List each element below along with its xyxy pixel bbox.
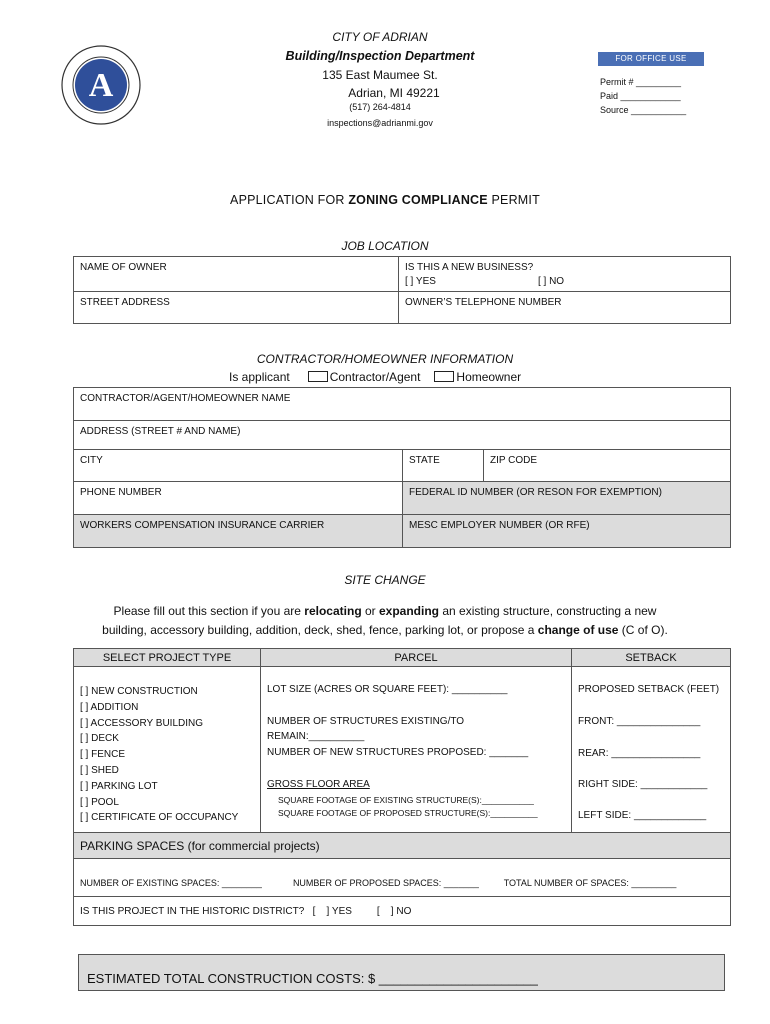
department-name: Building/Inspection Department — [285, 49, 475, 63]
contractor-checkbox[interactable] — [308, 371, 328, 382]
applicant-selector: Is applicant Contractor/Agent Homeowner — [229, 370, 522, 384]
project-type-option[interactable]: [ ] POOL — [80, 796, 119, 808]
street-address: 135 East Maumee St. — [322, 68, 438, 82]
new-business-no-checkbox: [ ] NO — [537, 276, 565, 287]
project-type-option[interactable]: [ ] SHED — [80, 764, 119, 776]
lot-size-field[interactable]: LOT SIZE (ACRES OR SQUARE FEET): __________ — [267, 684, 508, 695]
contractor-address-field[interactable]: ADDRESS (STREET # AND NAME) — [73, 420, 731, 450]
project-type-option[interactable]: [ ] DECK — [80, 733, 119, 745]
parking-heading: PARKING SPACES (for commercial projects) — [73, 832, 731, 859]
sq-proposed-field[interactable]: SQUARE FOOTAGE OF PROPOSED STRUCTURE(S):__________ — [278, 808, 538, 818]
owner-name-field[interactable]: NAME OF OWNER — [73, 256, 399, 292]
parking-spaces-row — [73, 858, 731, 897]
zip-code-field[interactable]: ZIP CODE — [483, 449, 731, 482]
proposed-spaces-field[interactable]: NUMBER OF PROPOSED SPACES: _______ — [292, 878, 479, 888]
seal-letter: A — [88, 67, 114, 104]
city-name: CITY OF ADRIAN — [332, 30, 428, 44]
federal-id-field[interactable]: FEDERAL ID NUMBER (OR RESON FOR EXEMPTION) — [402, 481, 731, 515]
project-type-option[interactable]: [ ] ACCESSORY BUILDING — [80, 717, 204, 729]
owner-phone-field[interactable]: OWNER’S TELEPHONE NUMBER — [398, 291, 731, 324]
project-type-option[interactable]: [ ] PARKING LOT — [80, 780, 158, 792]
project-type-option[interactable]: [ ] NEW CONSTRUCTION — [80, 686, 198, 697]
total-spaces-field[interactable]: TOTAL NUMBER OF SPACES: _________ — [503, 878, 677, 888]
project-type-option[interactable]: [ ] ADDITION — [80, 701, 139, 713]
phone-number-field[interactable]: PHONE NUMBER — [73, 481, 403, 515]
col-parcel: PARCEL — [260, 648, 572, 667]
paid-line: Paid ____________ — [600, 91, 681, 101]
new-business-yes-checkbox: [ ] YES — [405, 276, 436, 287]
remain-field[interactable]: REMAIN:__________ — [267, 731, 365, 742]
state-field[interactable]: STATE — [402, 449, 484, 482]
contractor-heading: CONTRACTOR/HOMEOWNER INFORMATION — [256, 352, 514, 366]
permit-number-line: Permit # _________ — [600, 77, 682, 87]
city-state: Adrian, MI 49221 — [348, 86, 440, 100]
right-side-setback-field[interactable]: RIGHT SIDE: ____________ — [578, 779, 708, 790]
page-title: APPLICATION FOR ZONING COMPLIANCE PERMIT — [230, 193, 540, 207]
project-type-option[interactable]: [ ] FENCE — [80, 749, 126, 761]
rear-setback-field[interactable]: REAR: ________________ — [578, 748, 701, 759]
structures-proposed-field[interactable]: NUMBER OF NEW STRUCTURES PROPOSED: _______ — [267, 747, 529, 758]
proposed-setback-label: PROPOSED SETBACK (FEET) — [578, 684, 720, 695]
job-location-heading: JOB LOCATION — [341, 239, 429, 253]
col-project-type: SELECT PROJECT TYPE — [73, 648, 261, 667]
phone-number: (517) 264-4814 — [349, 102, 411, 112]
project-type-list — [80, 684, 238, 826]
city-field[interactable]: CITY — [73, 449, 403, 482]
col-setback: SETBACK — [571, 648, 731, 667]
mesc-field[interactable]: MESC EMPLOYER NUMBER (OR RFE) — [402, 514, 731, 548]
historic-district-question[interactable]: IS THIS PROJECT IN THE HISTORIC DISTRICT? [ ] YES [ ] NO — [73, 896, 731, 926]
gross-floor-area-label: GROSS FLOOR AREA — [267, 779, 370, 790]
existing-spaces-field[interactable]: NUMBER OF EXISTING SPACES: ________ — [80, 878, 262, 888]
construction-costs-field[interactable]: ESTIMATED TOTAL CONSTRUCTION COSTS: $ ______________________ — [78, 954, 725, 991]
office-use-label: FOR OFFICE USE — [598, 52, 704, 66]
front-setback-field[interactable]: FRONT: _______________ — [578, 716, 701, 727]
source-line: Source ___________ — [600, 105, 687, 115]
workers-comp-field[interactable]: WORKERS COMPENSATION INSURANCE CARRIER — [73, 514, 403, 548]
contractor-name-field[interactable]: CONTRACTOR/AGENT/HOMEOWNER NAME — [73, 387, 731, 421]
city-seal-logo — [60, 44, 142, 126]
project-type-option[interactable]: [ ] CERTIFICATE OF OCCUPANCY — [80, 812, 239, 824]
email-address: inspections@adrianmi.gov — [327, 118, 433, 128]
left-side-setback-field[interactable]: LEFT SIDE: _____________ — [578, 810, 707, 821]
sq-existing-field[interactable]: SQUARE FOOTAGE OF EXISTING STRUCTURE(S):___________ — [278, 795, 534, 805]
site-change-instructions: Please fill out this section if you are relocating or expanding an existing structure, constructing a new building, accessory building, addition, deck, shed, fence, parking lot, or propose a change of use (C of O). — [102, 604, 668, 637]
street-address-field[interactable]: STREET ADDRESS — [73, 291, 399, 324]
homeowner-checkbox[interactable] — [434, 371, 454, 382]
site-change-heading: SITE CHANGE — [344, 573, 426, 587]
structures-existing-label: NUMBER OF STRUCTURES EXISTING/TO — [267, 716, 465, 727]
new-business-field[interactable]: IS THIS A NEW BUSINESS? [ ] YES [ ] NO — [398, 256, 731, 292]
